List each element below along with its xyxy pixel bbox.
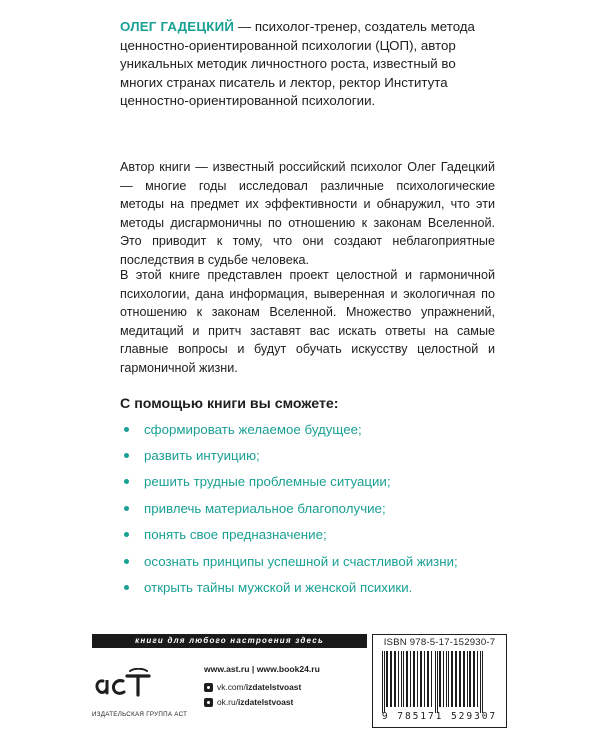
benefit-item <box>120 574 500 600</box>
barcode-bar <box>424 651 425 707</box>
author-bio <box>120 18 495 111</box>
benefit-text: сформировать желаемое будущее; <box>144 421 362 437</box>
vk-prefix: vk.com/ <box>217 682 246 692</box>
bullet-icon <box>124 532 129 537</box>
barcode-bar <box>480 651 481 713</box>
barcode-bar <box>459 651 461 707</box>
barcode-bar <box>401 651 402 707</box>
barcode-bar <box>398 651 399 707</box>
benefits-title: С помощью книги вы сможете: <box>120 396 339 412</box>
ok-link[interactable] <box>204 697 293 707</box>
vk-link[interactable] <box>204 682 301 692</box>
barcode-bar <box>420 651 422 707</box>
benefit-item <box>120 442 500 468</box>
benefit-item <box>120 548 500 574</box>
barcode-icon <box>381 651 499 713</box>
barcode-bar <box>394 651 396 707</box>
barcode-bar <box>384 651 385 713</box>
barcode-bar <box>443 651 444 707</box>
ok-icon <box>204 698 213 707</box>
bullet-icon <box>124 479 129 484</box>
barcode-bar <box>455 651 457 707</box>
author-bio-text: — психолог-тренер, создатель метода ценностно-ориентированной психологии (ЦОП), автор уникальных методик личностного роста, известный во многих странах писатель и лектор, ректор Института ценностно-ориентированной психологии. <box>120 19 475 108</box>
barcode-bar <box>410 651 411 707</box>
barcode-bar <box>467 651 468 707</box>
ast-logo-icon <box>93 668 155 698</box>
benefit-text: осознать принципы успешной и счастливой жизни; <box>144 553 458 569</box>
website-links[interactable]: www.ast.ru | www.book24.ru <box>204 664 320 674</box>
benefit-item <box>120 416 500 442</box>
benefits-list <box>120 416 500 601</box>
barcode-bar <box>446 651 447 707</box>
vk-handle: izdatelstvoast <box>245 682 302 692</box>
barcode-number: 9 785171 529307 <box>381 711 498 722</box>
barcode-bar <box>431 651 432 707</box>
barcode-bar <box>403 651 404 707</box>
ok-handle: izdatelstvoast <box>237 697 294 707</box>
barcode-bar <box>448 651 449 707</box>
vk-icon <box>204 683 213 692</box>
publisher-name: ИЗДАТЕЛЬСКАЯ ГРУППА АСТ <box>92 711 188 718</box>
description-paragraph-2: В этой книге представлен проект целостной и гармоничной психологии, дана информация, выверенная и экологичная по отношению к законам Вселенной. Множество упражнений, медитаций и притч заставят вас искать ответы на самые главные вопросы и будут обучать искусству целостной и гармоничной жизни. <box>120 268 495 375</box>
benefit-text: понять свое предназначение; <box>144 527 327 543</box>
author-name: ОЛЕГ ГАДЕЦКИЙ <box>120 19 235 34</box>
bullet-icon <box>124 427 129 432</box>
barcode-bar <box>386 651 388 707</box>
barcode-bar <box>390 651 392 707</box>
benefit-text: развить интуицию; <box>144 448 260 464</box>
benefit-text: решить трудные проблемные ситуации; <box>144 474 391 490</box>
ok-prefix: ok.ru/ <box>217 697 238 707</box>
barcode-bar <box>417 651 418 707</box>
barcode-bar <box>463 651 465 707</box>
bullet-icon <box>124 453 129 458</box>
barcode-bar <box>477 651 478 707</box>
isbn-barcode-block <box>372 634 507 728</box>
barcode-bar <box>413 651 415 707</box>
benefit-item <box>120 522 500 548</box>
bullet-icon <box>124 585 129 590</box>
benefit-item <box>120 469 500 495</box>
barcode-bar <box>469 651 471 707</box>
barcode-bar <box>435 651 436 713</box>
benefit-item <box>120 495 500 521</box>
barcode-bar <box>427 651 429 707</box>
tagline-banner: книги для любого настроения здесь <box>92 634 367 648</box>
barcode-bar <box>406 651 408 707</box>
barcode-bar <box>451 651 453 707</box>
barcode-bar <box>482 651 483 713</box>
barcode-bar <box>382 651 383 713</box>
barcode-bar <box>439 651 441 707</box>
description-paragraph-1: Автор книги — известный российский психолог Олег Гадецкий — многие годы исследовал различные психологические методы на предмет их эффективности и обнаружил, что эти методы дисгармоничны по отношению к законам Вселенной. Это приводит к тому, что они создают неблагоприятные последствия в судьбе человека. <box>120 160 495 267</box>
benefit-text: открыть тайны мужской и женской психики. <box>144 580 413 596</box>
benefit-text: привлечь материальное благополучие; <box>144 500 386 516</box>
bullet-icon <box>124 506 129 511</box>
bullet-icon <box>124 559 129 564</box>
barcode-bar <box>473 651 475 707</box>
isbn-text: ISBN 978-5-17-152930-7 <box>383 637 496 648</box>
barcode-bar <box>437 651 438 713</box>
